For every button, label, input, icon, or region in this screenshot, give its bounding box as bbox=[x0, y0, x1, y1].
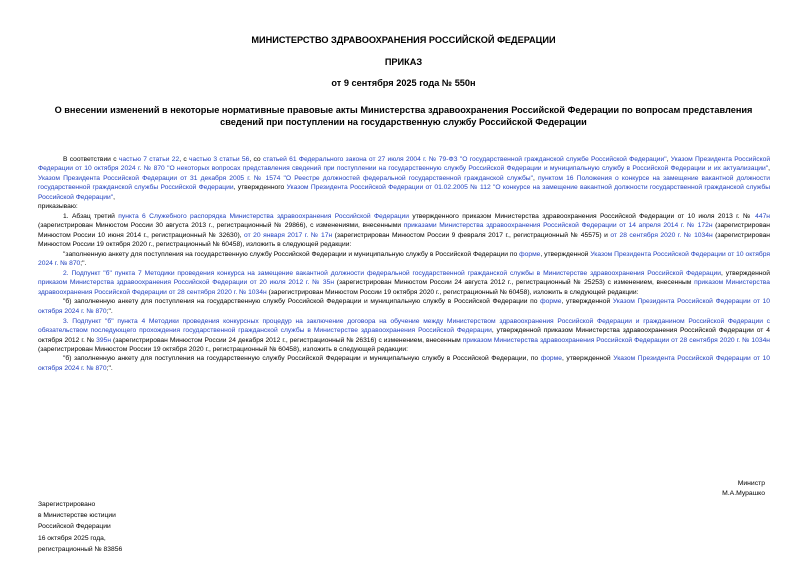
decree-link[interactable]: Указом Президента Российской Федерации от 10 октября 2024 г. № 870 bbox=[38, 250, 770, 268]
law-link[interactable]: частью 7 статьи 22 bbox=[118, 156, 180, 163]
text: (зарегистрирован Минюстом России 10 июня 2014 г., регистрационный № 32630), bbox=[38, 222, 770, 239]
item-1-quote bbox=[38, 250, 770, 269]
law-link[interactable]: частью 3 статьи 56 bbox=[189, 156, 250, 163]
text: , утвержденной bbox=[561, 298, 613, 306]
order-link[interactable]: приказом Министерства здравоохранения Российской Федерации от 28 сентября 2020 г. № 1034н bbox=[38, 279, 771, 296]
text: , утвержденной bbox=[721, 270, 770, 278]
text: утвержденного приказом Министерства здравоохранения Российской Федерации от 10 июля 2013 г. № bbox=[408, 213, 756, 221]
text: , утвержденной bbox=[561, 355, 614, 363]
order-link[interactable]: от 20 января 2017 г. № 17н bbox=[244, 231, 333, 239]
order-word: приказываю: bbox=[38, 203, 78, 211]
order-link[interactable]: 395н bbox=[96, 336, 112, 344]
decree-link[interactable]: Указом Президента Российской Федерации от 10 октября 2024 г. № 870 bbox=[38, 355, 770, 372]
item-2-quote bbox=[38, 297, 770, 316]
text: , утвержденной bbox=[540, 250, 591, 258]
text: , утвержденного bbox=[233, 184, 287, 192]
registration-line: Российской Федерации bbox=[38, 523, 111, 531]
text: (зарегистрирован Минюстом России 24 августа 2012 г., регистрационный № 25253) с изменением, внесенным bbox=[334, 279, 695, 287]
ministry-name: МИНИСТЕРСТВО ЗДРАВООХРАНЕНИЯ РОССИЙСКОЙ ФЕДЕРАЦИИ bbox=[251, 35, 556, 45]
text: 1. Абзац третий bbox=[63, 213, 119, 221]
registration-line: регистрационный № 83856 bbox=[38, 545, 123, 553]
text: (зарегистрирован Минюстом России 24 декабря 2012 г., регистрационный № 26316) с изменением, внесенным bbox=[111, 336, 463, 344]
doc-date-number: от 9 сентября 2025 года № 550н bbox=[331, 78, 476, 88]
text: "б) заполненную анкету для поступления на государственную службу Российской Федерации и муниципальную службу в Российской Федерации по bbox=[63, 298, 541, 306]
decree-link[interactable]: Указом Президента Российской Федерации от 10 октября 2024 г. № 870 bbox=[38, 298, 770, 315]
text: , bbox=[113, 193, 115, 201]
regulation-link[interactable]: пункта 6 Служебного распорядка Министерства здравоохранения Российской Федерации bbox=[118, 213, 409, 221]
methodology-link[interactable]: 2. Подпункт "б" пункта 7 Методики проведения конкурса на замещение вакантной должности федеральной государственной гражданской службы в Министерстве здравоохранения Российской Федерации bbox=[63, 270, 722, 278]
registration-line: 16 октября 2025 года, bbox=[38, 534, 106, 542]
text: , bbox=[768, 165, 770, 173]
signer-name: М.А.Мурашко bbox=[722, 490, 765, 497]
order-link[interactable]: приказом Министерства здравоохранения Российской Федерации от 28 сентября 2020 г. № 1034н bbox=[462, 336, 770, 344]
registration-line: в Министерстве юстиции bbox=[38, 512, 116, 520]
document-title: О внесении изменений в некоторые нормативные правовые акты Министерства здравоохранения Российской Федерации по вопросам представления сведений при поступлении на государственную службу Российской Федерации bbox=[54, 105, 753, 127]
text: (зарегистрирован Минюстом России 19 октября 2020 г., регистрационный № 60458), изложить в следующей редакции: bbox=[38, 231, 770, 249]
order-link[interactable]: от 28 сентября 2020 г. № 1034н bbox=[610, 231, 713, 239]
text: (зарегистрирован Минюстом России 9 февраля 2017 г., регистрационный № 45575) и bbox=[332, 231, 611, 239]
text: В соответствии с bbox=[63, 156, 119, 163]
text: ;". bbox=[80, 260, 87, 268]
order-link[interactable]: 447н bbox=[755, 213, 770, 221]
form-link[interactable]: форме bbox=[540, 298, 562, 306]
doc-type: ПРИКАЗ bbox=[384, 57, 423, 67]
text: ;". bbox=[106, 307, 113, 315]
law-link[interactable]: статьей 61 Федерального закона от 27 июля 2004 г. № 79-ФЗ "О государственной гражданской службе Российской Федерации" bbox=[262, 156, 667, 163]
item-3-paragraph bbox=[38, 317, 770, 355]
decree-link[interactable]: Указом Президента Российской Федерации от 31 декабря 2005 г. № 1574 "О Реестре должностей федеральной государственной гражданской службы" bbox=[38, 174, 533, 182]
item-2-paragraph bbox=[38, 269, 770, 297]
text: , bbox=[666, 156, 671, 163]
order-link[interactable]: приказом Министерства здравоохранения Российской Федерации от 20 июля 2012 г. № 35н bbox=[38, 279, 335, 287]
form-link[interactable]: форме bbox=[519, 250, 541, 258]
text: , bbox=[532, 174, 538, 182]
text: ;". bbox=[106, 364, 113, 372]
decree-link[interactable]: Указом Президента Российской Федерации от 10 октября 2024 г. № 870 "О некоторых вопросах представления сведений при поступлении на государственную службу Российской Федерации и муниципальную службу в Российской Федерации и их актуализации" bbox=[38, 156, 771, 173]
document-body bbox=[38, 155, 770, 373]
text: (зарегистрирован Минюстом России 30 августа 2013 г., регистрационный № 29866), с изменениями, внесенными bbox=[38, 222, 404, 230]
methodology-link[interactable]: 3. Подпункт "б" пункта 4 Методики проведения конкурсных процедур на заключение договора на обучение между Министерством здравоохранения Российской Федерации и гражданином Российской Федерации с обязательством последующего прохождения государственной гражданской службы в Министерстве здравоохранения Российской Федерации bbox=[38, 317, 770, 335]
regulation-link[interactable]: пунктом 16 Положения о конкурсе на замещение вакантной должности государственной гражданской службы Российской Федерации bbox=[38, 174, 770, 192]
text: , утвержденной приказом Министерства здравоохранения Российской Федерации от 4 октября 2012 г. № bbox=[38, 327, 770, 344]
signature-block bbox=[722, 479, 765, 499]
registration-note bbox=[38, 499, 122, 555]
text: (зарегистрирован Минюстом России 19 октября 2020 г., регистрационный № 60458), изложить в следующей редакции: bbox=[38, 345, 408, 353]
preamble-paragraph bbox=[38, 155, 770, 202]
text: (зарегистрирован Минюстом России 19 октября 2020 г., регистрационный № 60458), изложить в следующей редакции: bbox=[266, 288, 639, 296]
registration-line: Зарегистрировано bbox=[38, 501, 96, 508]
form-link[interactable]: форме bbox=[540, 355, 562, 363]
text: "заполненную анкету для поступления на государственную службу Российской Федерации и муниципальную службу в Российской Федерации по bbox=[63, 250, 520, 258]
text: "б) заполненную анкету для поступления на государственную службу Российской Федерации и муниципальную службу в Российской Федерации, по bbox=[63, 355, 541, 363]
text: , с bbox=[179, 156, 189, 163]
order-link[interactable]: приказами Министерства здравоохранения Российской Федерации от 14 апреля 2014 г. № 172н bbox=[403, 222, 713, 230]
signer-position: Министр bbox=[737, 480, 765, 487]
text: , со bbox=[249, 156, 263, 163]
item-1-paragraph bbox=[38, 212, 770, 250]
item-3-quote bbox=[38, 354, 770, 373]
decree-link[interactable]: Указом Президента Российской Федерации от 01.02.2005 № 112 "О конкурсе на замещение вакантной должности государственной гражданской службы Российской Федерации" bbox=[38, 184, 770, 201]
